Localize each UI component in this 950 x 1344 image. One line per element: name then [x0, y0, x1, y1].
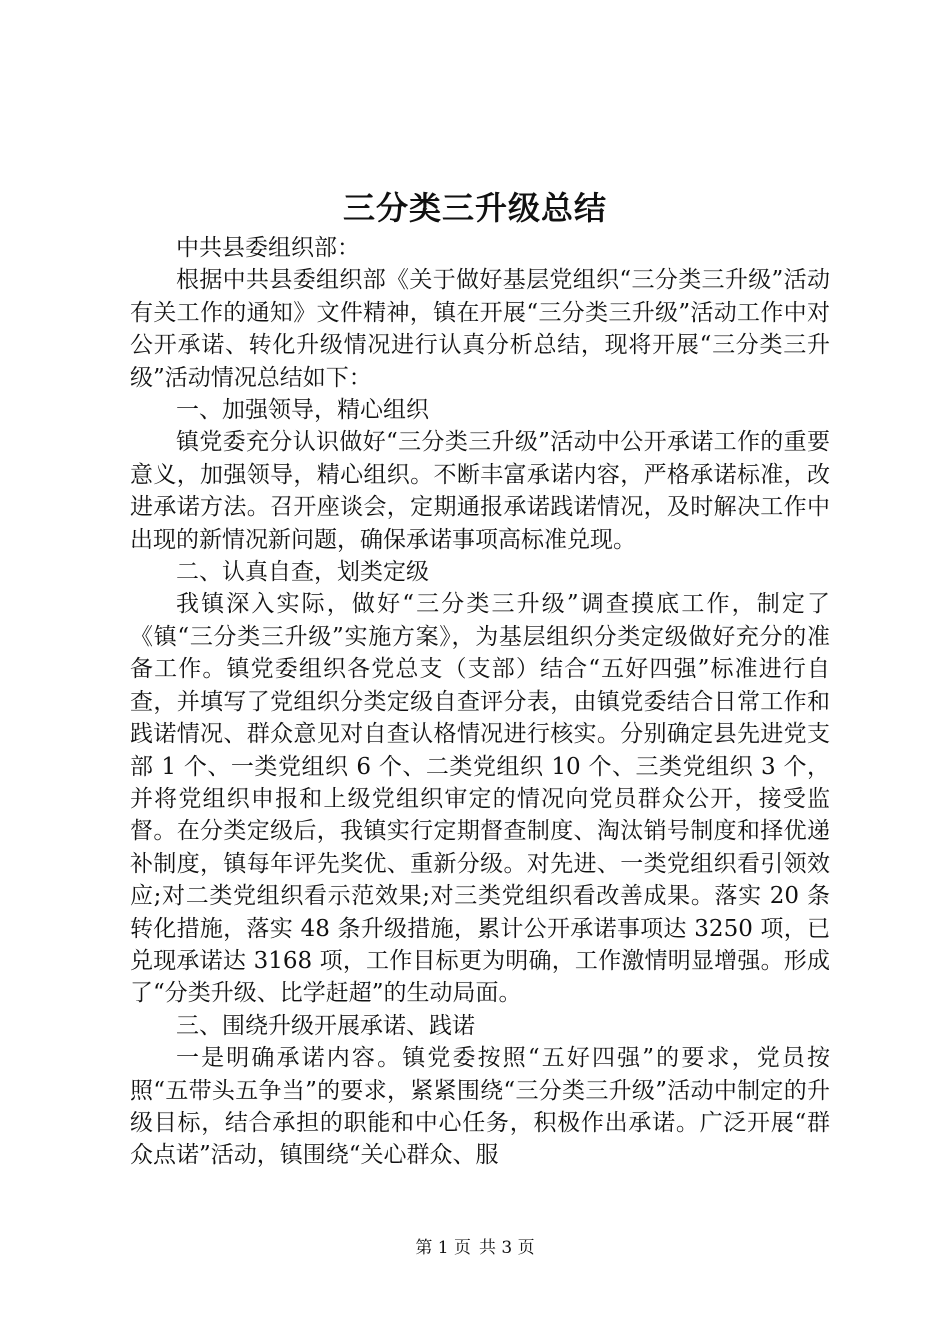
section-heading-1: 一、加强领导，精心组织	[176, 397, 429, 424]
section-heading-2: 二、认真自查，划类定级	[176, 559, 429, 586]
section-3-paragraph: 一是明确承诺内容。镇党委按照“五好四强”的要求，党员按照“五带头五争当”的要求，紧紧围绕“三分类三升级”活动中制定的升级目标，结合承担的职能和中心任务，积极作出承诺。广泛开展“群众点诺”活动，镇围绕“关心群众、服	[130, 1045, 830, 1169]
section-heading-3: 三、围绕升级开展承诺、践诺	[176, 1012, 475, 1039]
section-1-paragraph: 镇党委充分认识做好“三分类三升级”活动中公开承诺工作的重要意义，加强领导，精心组织。不断丰富承诺内容，严格承诺标准，改进承诺方法。召开座谈会，定期通报承诺践诺情况，及时解决工作中出现的新情况新问题，确保承诺事项高标准兑现。	[130, 429, 830, 553]
page-number: 第 1 页	[415, 1238, 471, 1258]
intro-paragraph: 根据中共县委组织部《关于做好基层党组织“三分类三升级”活动有关工作的通知》文件精神，镇在开展“三分类三升级”活动工作中对公开承诺、转化升级情况进行认真分析总结，现将开展“三分类三升级”活动情况总结如下：	[130, 267, 830, 391]
salutation: 中共县委组织部：	[176, 235, 360, 261]
page-footer	[0, 1236, 950, 1260]
document-title: 三分类三升级总结	[342, 189, 607, 227]
document-body	[130, 232, 830, 1172]
page-total: 共 3 页	[479, 1238, 535, 1258]
section-2-paragraph: 我镇深入实际，做好“三分类三升级”调查摸底工作，制定了《镇“三分类三升级”实施方案》，为基层组织分类定级做好充分的准备工作。镇党委组织各党总支（支部）结合“五好四强”标准进行自查，并填写了党组织分类定级自查评分表，由镇党委结合日常工作和践诺情况、群众意见对自查认格情况进行核实。分别确定县先进党支部 1 个、一类党组织 6 个、二类党组织 10 个、三类党组织 3 个，并将党组织申报和上级党组织审定的情况向党员群众公开，接受监督。在分类定级后，我镇实行定期督查制度、淘汰销号制度和择优递补制度，镇每年评先奖优、重新分级。对先进、一类党组织看引领效应;对二类党组织看示范效果;对三类党组织看改善成果。落实 20 条转化措施，落实 48 条升级措施，累计公开承诺事项达 3250 项，已兑现承诺达 3168 项，工作目标更为明确，工作激情明显增强。形成了“分类升级、比学赶超”的生动局面。	[130, 591, 830, 1007]
